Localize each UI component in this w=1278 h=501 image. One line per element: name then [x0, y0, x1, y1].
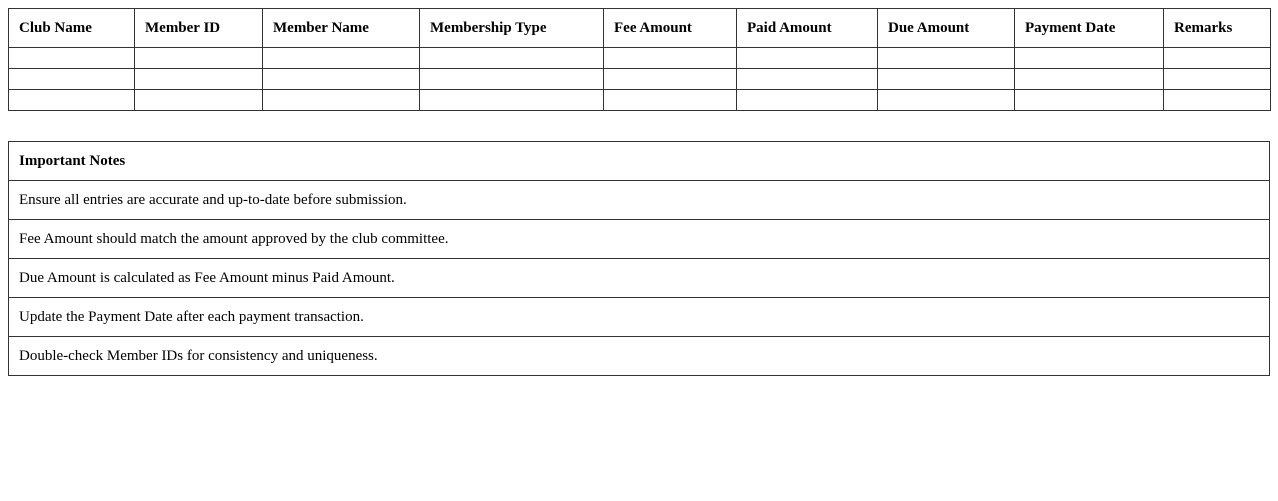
header-paid-amount: Paid Amount [737, 9, 878, 48]
notes-header-row [9, 142, 1270, 181]
header-club-name: Club Name [9, 9, 135, 48]
notes-title: Important Notes [9, 142, 1270, 181]
list-item [9, 259, 1270, 298]
header-due-amount: Due Amount [878, 9, 1015, 48]
header-fee-amount: Fee Amount [604, 9, 737, 48]
table-cell[interactable] [737, 69, 878, 90]
table-cell[interactable] [878, 69, 1015, 90]
list-item [9, 298, 1270, 337]
table-row [9, 90, 1271, 111]
table-cell[interactable] [878, 48, 1015, 69]
table-cell[interactable] [135, 48, 263, 69]
membership-fee-table [8, 8, 1271, 111]
list-item [9, 181, 1270, 220]
list-item [9, 337, 1270, 376]
table-cell[interactable] [1164, 48, 1271, 69]
table-cell[interactable] [420, 48, 604, 69]
table-cell[interactable] [9, 90, 135, 111]
note-text: Ensure all entries are accurate and up-to-date before submission. [9, 181, 1270, 220]
header-remarks: Remarks [1164, 9, 1271, 48]
header-member-id: Member ID [135, 9, 263, 48]
table-cell[interactable] [737, 90, 878, 111]
header-member-name: Member Name [263, 9, 420, 48]
table-cell[interactable] [1015, 48, 1164, 69]
table-cell[interactable] [263, 90, 420, 111]
note-text: Fee Amount should match the amount approved by the club committee. [9, 220, 1270, 259]
table-cell[interactable] [263, 69, 420, 90]
note-text: Double-check Member IDs for consistency and uniqueness. [9, 337, 1270, 376]
table-header-row [9, 9, 1271, 48]
table-cell[interactable] [878, 90, 1015, 111]
note-text: Update the Payment Date after each payment transaction. [9, 298, 1270, 337]
table-cell[interactable] [737, 48, 878, 69]
table-cell[interactable] [604, 69, 737, 90]
table-cell[interactable] [263, 48, 420, 69]
header-payment-date: Payment Date [1015, 9, 1164, 48]
table-cell[interactable] [1164, 90, 1271, 111]
table-cell[interactable] [604, 90, 737, 111]
table-cell[interactable] [420, 69, 604, 90]
table-cell[interactable] [1015, 69, 1164, 90]
table-cell[interactable] [1015, 90, 1164, 111]
list-item [9, 220, 1270, 259]
table-cell[interactable] [135, 90, 263, 111]
important-notes-table [8, 141, 1270, 376]
table-row [9, 69, 1271, 90]
header-membership-type: Membership Type [420, 9, 604, 48]
table-cell[interactable] [9, 48, 135, 69]
table-cell[interactable] [135, 69, 263, 90]
table-row [9, 48, 1271, 69]
table-cell[interactable] [9, 69, 135, 90]
note-text: Due Amount is calculated as Fee Amount minus Paid Amount. [9, 259, 1270, 298]
table-cell[interactable] [604, 48, 737, 69]
table-cell[interactable] [1164, 69, 1271, 90]
table-cell[interactable] [420, 90, 604, 111]
